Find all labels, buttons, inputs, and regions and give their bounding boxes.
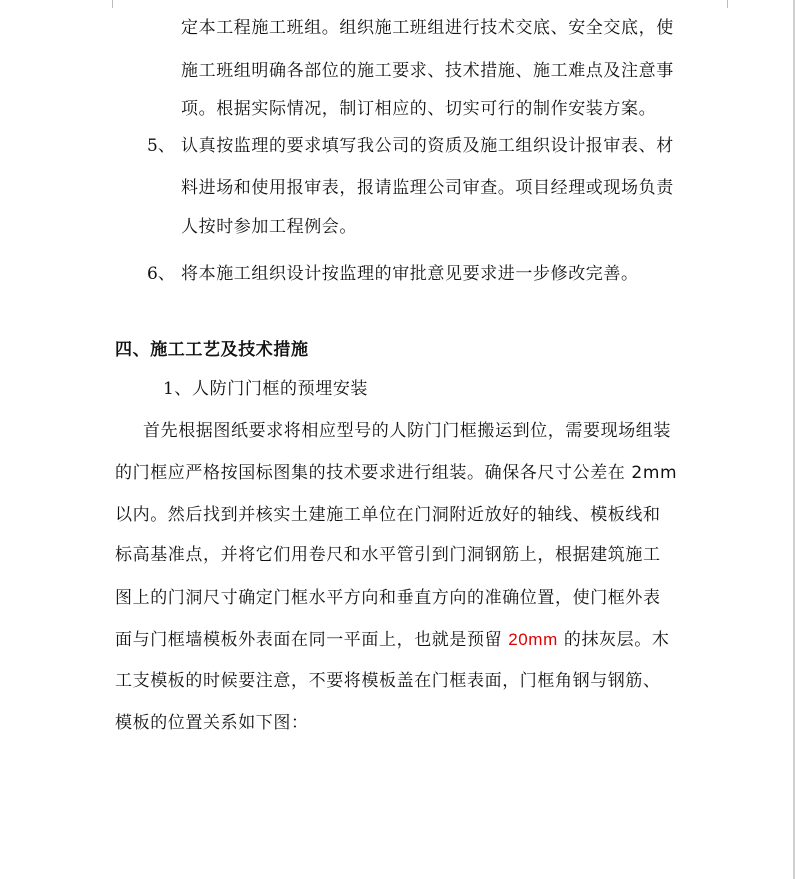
page-corner-mark-right	[727, 0, 728, 8]
paragraph-text: 面与门框墙模板外表面在同一平面上，也就是预留	[115, 630, 509, 650]
paragraph-line: 工支模板的时候要注意，不要将模板盖在门框表面，门框角钢与钢筋、	[115, 671, 661, 691]
paragraph-line: 首先根据图纸要求将相应型号的人防门门框搬运到位，需要现场组装	[143, 421, 671, 441]
section-heading: 四、施工工艺及技术措施	[115, 340, 309, 360]
list-item-number: 6、	[147, 264, 175, 284]
paragraph-line	[115, 463, 677, 483]
paragraph-text: 的抹灰层。木	[557, 630, 670, 650]
paragraph-line: 模板的位置关系如下图：	[115, 713, 309, 733]
paragraph-line: 图上的门洞尺寸确定门框水平方向和垂直方向的准确位置，使门框外表	[115, 588, 661, 608]
paragraph-line	[115, 630, 669, 650]
tolerance-value: 2mm	[631, 463, 678, 483]
paragraph-line: 标高基准点，并将它们用卷尺和水平管引到门洞钢筋上，根据建筑施工	[115, 545, 661, 565]
list-item-text-line: 将本施工组织设计按监理的审批意见要求进一步修改完善。	[181, 264, 639, 284]
subsection-heading: 1、人防门门框的预埋安装	[163, 379, 369, 399]
list-item-number: 5、	[147, 136, 175, 156]
paragraph-text: 的门框应严格按国标图集的技术要求进行组装。确保各尺寸公差在	[115, 463, 632, 483]
list-item-text-line: 人按时参加工程例会。	[181, 217, 357, 237]
list-item-text-line: 定本工程施工班组。组织施工班组进行技术交底、安全交底，使	[181, 18, 674, 38]
paragraph-line: 以内。然后找到并核实土建施工单位在门洞附近放好的轴线、模板线和	[115, 505, 661, 525]
list-item-text-line: 施工班组明确各部位的施工要求、技术措施、施工难点及注意事	[181, 61, 674, 81]
plaster-thickness-value: 20mm	[508, 630, 558, 649]
list-item-text-line: 认真按监理的要求填写我公司的资质及施工组织设计报审表、材	[181, 136, 674, 156]
list-item-text-line: 料进场和使用报审表，报请监理公司审查。项目经理或现场负责	[181, 178, 674, 198]
page-corner-mark-left	[112, 0, 113, 8]
list-item-text-line: 项。根据实际情况，制订相应的、切实可行的制作安装方案。	[181, 99, 657, 119]
